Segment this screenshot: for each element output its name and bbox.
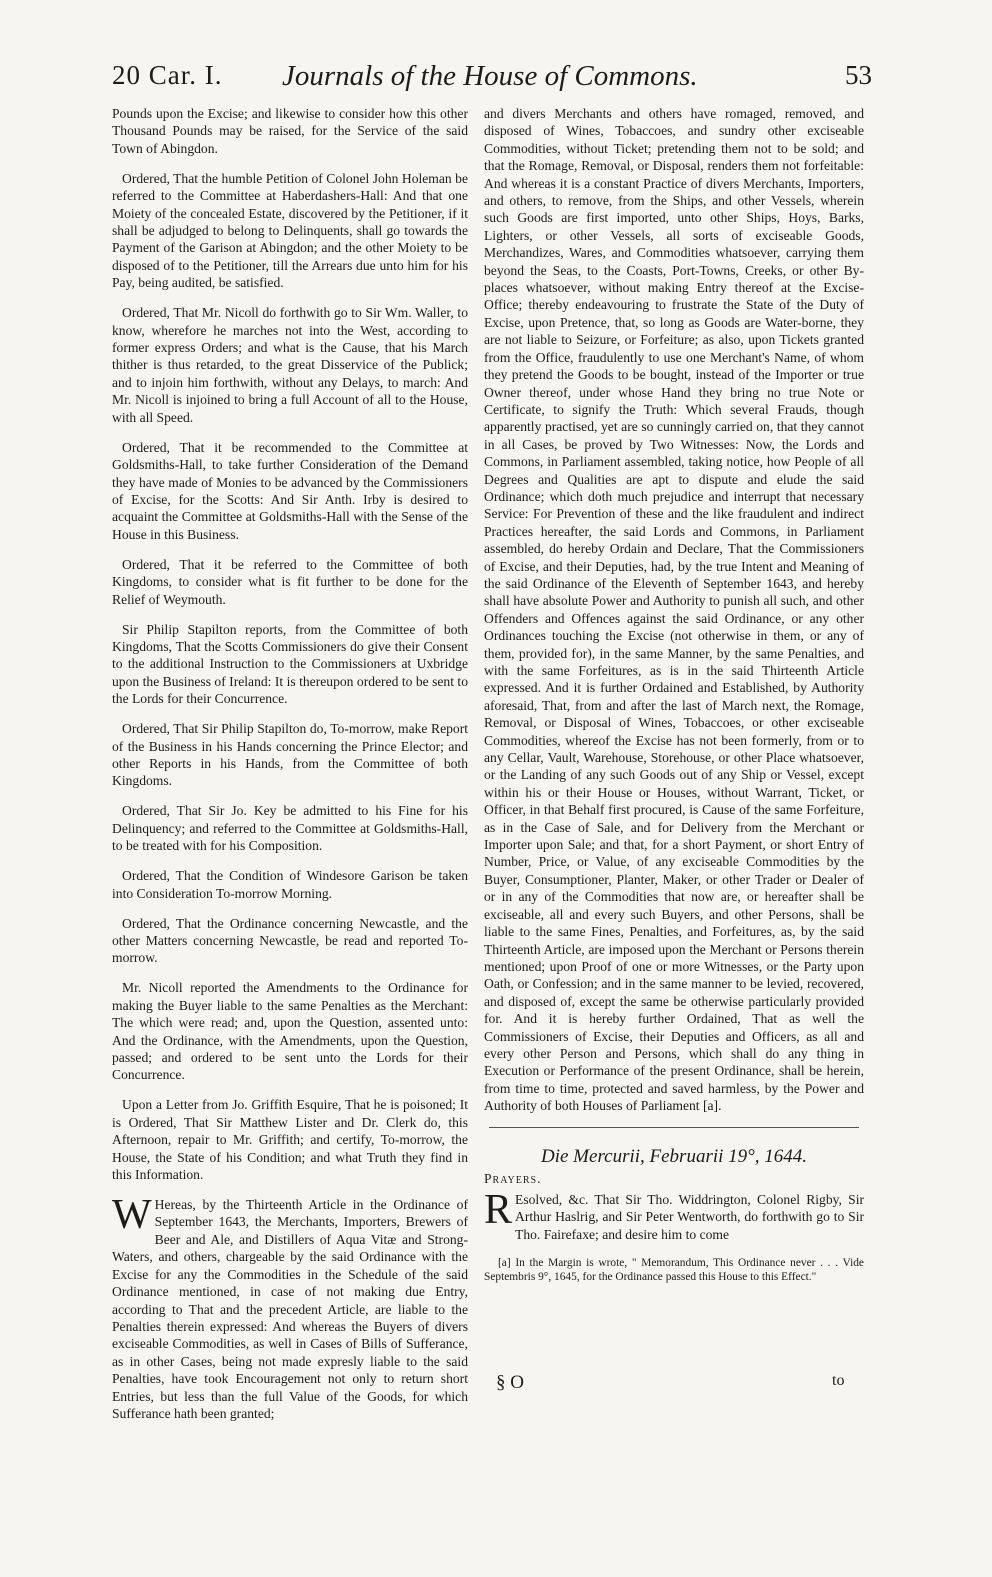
paragraph: Mr. Nicoll reported the Amendments to the Ordinance for making the Buyer liable to the same Penalties as the Merchant: The which were read; and, upon the Question, assented unto: And the Ordinance, with the Amendments, upon the Question, passed; and ordered to be sent unto the Lords for their Concurrence. [112, 980, 468, 1083]
prayers-label: Prayers. [484, 1170, 542, 1186]
catchword: to [832, 1372, 845, 1389]
paragraph: Ordered, That Sir Jo. Key be admitted to his Fine for his Delinquency; and referred to the Committee at Goldsmiths-Hall, to be treated with for his Composition. [112, 803, 468, 854]
section-divider [489, 1127, 859, 1128]
paragraph: Pounds upon the Excise; and likewise to consider how this other Thousand Pounds may be raised, for the Service of the said Town of Abingdon. [112, 106, 468, 156]
paragraph: Ordered, That it be referred to the Committee of both Kingdoms, to consider what is fit further to be done for the Relief of Weymouth. [112, 556, 468, 607]
date-heading: Die Mercurii, Februarii 19°, 1644. [541, 1146, 807, 1168]
whereas-paragraph [112, 1192, 468, 1422]
resolved-paragraph [484, 1186, 864, 1243]
ordinance-continuation: and divers Merchants and others have romaged, removed, and disposed of Wines, Tobaccoes, and sundry other exciseable Commodities, without Ticket; pretending them not to be sold; and that the Romage, Removal, or Disposal, renders them not forfeitable: And whereas it is a constant Practice of divers Merchants, Importers, and others, to remove, from the Ships, and other Vessels, wherein such Goods are first imported, unto other Ships, Hoys, Barks, Lighters, or other Vessels, all sorts of exciseable Goods, Merchandizes, Wares, and Commodities whatsoever, carrying them beyond the Seas, to the Coasts, Port-Towns, Creeks, or other By-places whatsoever, without making Entry thereof at the Excise-Office; thereby endeavouring to frustrate the State of the Duty of Excise, upon Pretence, that, so long as Goods are Water-borne, they are not liable to Seizure, or Forfeiture; as also, upon Tickets granted from the Office, fraudulently to use one Merchant's Name, of whom they pretend the Goods to be bought, instead of the Importer or true Owner thereof, under whose Hand they bring no true Note or Certificate, to signify the Truth: Which several Frauds, though apparently practised, yet are so cunningly carried on, that they cannot in all Cases, be proved by Two Witnesses: Now, the Lords and Commons, in Parliament assembled, taking notice, how People of all Degrees and Qualities are apt to dispute and elude the said Ordinance; which doth much prejudice and interrupt that necessary Service: For Prevention of these and the like fraudulent and indirect Practices hereafter, the said Lords and Commons, in Parliament assembled, do hereby Ordain and Declare, That the Commissioners of Excise, and their Deputies, had, by the true Intent and Meaning of the said Ordinance of the Eleventh of September 1643, and hereby shall have absolute Power and Authority to punish all such, and other Offenders and Offences against the said Ordinance, or any other Ordinances touching the Excise (not otherwise in them, or any of them, provided for), in the same Manner, by the same Penalties, and with the same Forfeitures, as is in the said Thirteenth Article expressed. And it is further Ordained and Established, by Authority aforesaid, That, from and after the last of March next, the Romage, Removal, or Disposal of Wines, Tobaccoes, or other exciseable Commodities, whereof the Excise has not been formerly, from or to any Cellar, Vault, Warehouse, Storehouse, or other Place whatsoever, or the Landing of any such Goods out of any Ship or Vessel, except within his or their House or Houses, without Warrant, Ticket, or Officer, in that Behalf first procured, is Cause of the same Forfeiture, as in the Case of Sale, and for Delivery from the Merchant or Importer upon Sale; and that, for a short Payment, or short Entry of Number, Price, or Value, of any exciseable Commodities by the Buyer, Consumptioner, Planter, Maker, or other Trader or Dealer of or in any of the Commodities that now are, or hereafter shall be exciseable, all and every such Buyers, and other Persons, shall be liable to the same Fines, Penalties, and Forfeitures, as, by the said Thirteenth Article, are imposed upon the Merchant or Persons therein mentioned; upon Proof of one or more Witnesses, or the Party upon Oath, or Confession; and in the same manner to be levied, recovered, and disposed of, except the same be otherwise particularly provided for. And it is hereby further Ordained, That as well the Commissioners of Excise, their Deputies and Officers, as all and every other Person and Persons, which shall do any thing in Execution or Performance of the present Ordinance, shall be herein, from time to time, protected and saved harmless, by the Power and Authority of both Houses of Parliament [a]. [484, 106, 864, 1114]
left-column [112, 105, 468, 1435]
paragraph: Ordered, That Mr. Nicoll do forthwith go to Sir Wm. Waller, to know, wherefore he marches not into the West, according to former express Orders; and what is the Cause, that his March thither is thus retarded, to the great Disservice of the Publick; and to injoin him forthwith, without any Delays, to march: And Mr. Nicoll is injoined to bring a full Account of all to the House, with all Speed. [112, 305, 468, 425]
regnal-year: 20 Car. I. [112, 60, 223, 90]
paragraph: Ordered, That it be recommended to the Committee at Goldsmiths-Hall, to take further Consideration of the Demand they have made of Monies to be advanced by the Commissioners of Excise, for the Scotts: And Sir Anth. Irby is desired to acquaint the Committee at Goldsmiths-Hall with the Sense of the House in this Business. [112, 439, 468, 542]
paragraph: Ordered, That Sir Philip Stapilton do, To-morrow, make Report of the Business in his Hands concerning the Prince Elector; and other Reports in his Hands, from the Committee of both Kingdoms. [112, 721, 468, 789]
paragraph: Sir Philip Stapilton reports, from the Committee of both Kingdoms, That the Scotts Commissioners do give their Consent to the additional Instruction to the Commissioners at Uxbridge upon the Business of Ireland: It is thereupon ordered to be sent to the Lords for their Concurrence. [112, 621, 468, 707]
resolved-text: Esolved, &c. That Sir Tho. Widdrington, Colonel Rigby, Sir Arthur Haslrig, and Sir Peter Wentworth, do forthwith go to Sir Tho. Fairefaxe; and desire him to come [515, 1191, 864, 1242]
signature-mark: § O [496, 1372, 524, 1393]
running-title: Journals of the House of Commons. [282, 60, 698, 92]
right-column [484, 105, 864, 1288]
whereas-text: Hereas, by the Thirteenth Article in the Ordinance of September 1643, the Merchants, Importers, Brewers of Beer and Ale, and Distillers of Aqua Vitæ and Strong-Waters, and others, chargeable by the said Ordinance with the Excise for any the Commodities in the Schedule of the said Ordinance mentioned, in case of not making due Entry, according to That and the precedent Article, are liable to the Penalties therein expressed: And whereas the Buyers of divers exciseable Commodities, as well in Cases of Bills of Sufferance, as in other Cases, being not made expresly liable to the said Penalties, have took Encouragement not only to return short Entries, but less than the full Value of the Goods, for which Sufferance hath been granted; [112, 1197, 468, 1421]
drop-cap: R [484, 1186, 513, 1233]
paragraph: Ordered, That the Ordinance concerning Newcastle, and the other Matters concerning Newcastle, be read and reported To-morrow. [112, 915, 468, 966]
drop-cap: W [112, 1192, 152, 1239]
footnote: [a] In the Margin is wrote, " Memorandum, This Ordinance never . . . Vide Septembris 9°, 1645, for the Ordinance passed this House to this Effect." [484, 1256, 864, 1283]
paragraph: Ordered, That the Condition of Windesore Garison be taken into Consideration To-morrow Morning. [112, 868, 468, 901]
page-header [112, 60, 872, 100]
paragraph: Ordered, That the humble Petition of Colonel John Holeman be referred to the Committee at Haberdashers-Hall: And that one Moiety of the concealed Estate, discovered by the Petitioner, if it shall be adjudged to belong to Delinquents, shall go towards the Payment of the Garison at Abingdon; and the other Moiety to be disposed of to the Petitioner, till the Arrears due unto him for his Pay, being audited, be satisfied. [112, 170, 468, 291]
page-number: 53 [845, 60, 872, 90]
paragraph: Upon a Letter from Jo. Griffith Esquire, That he is poisoned; It is Ordered, That Sir Matthew Lister and Dr. Clerk do, this Afternoon, repair to Mr. Griffith; and certify, To-morrow, the House, the State of his Condition; and what Truth they find in this Information. [112, 1097, 468, 1183]
